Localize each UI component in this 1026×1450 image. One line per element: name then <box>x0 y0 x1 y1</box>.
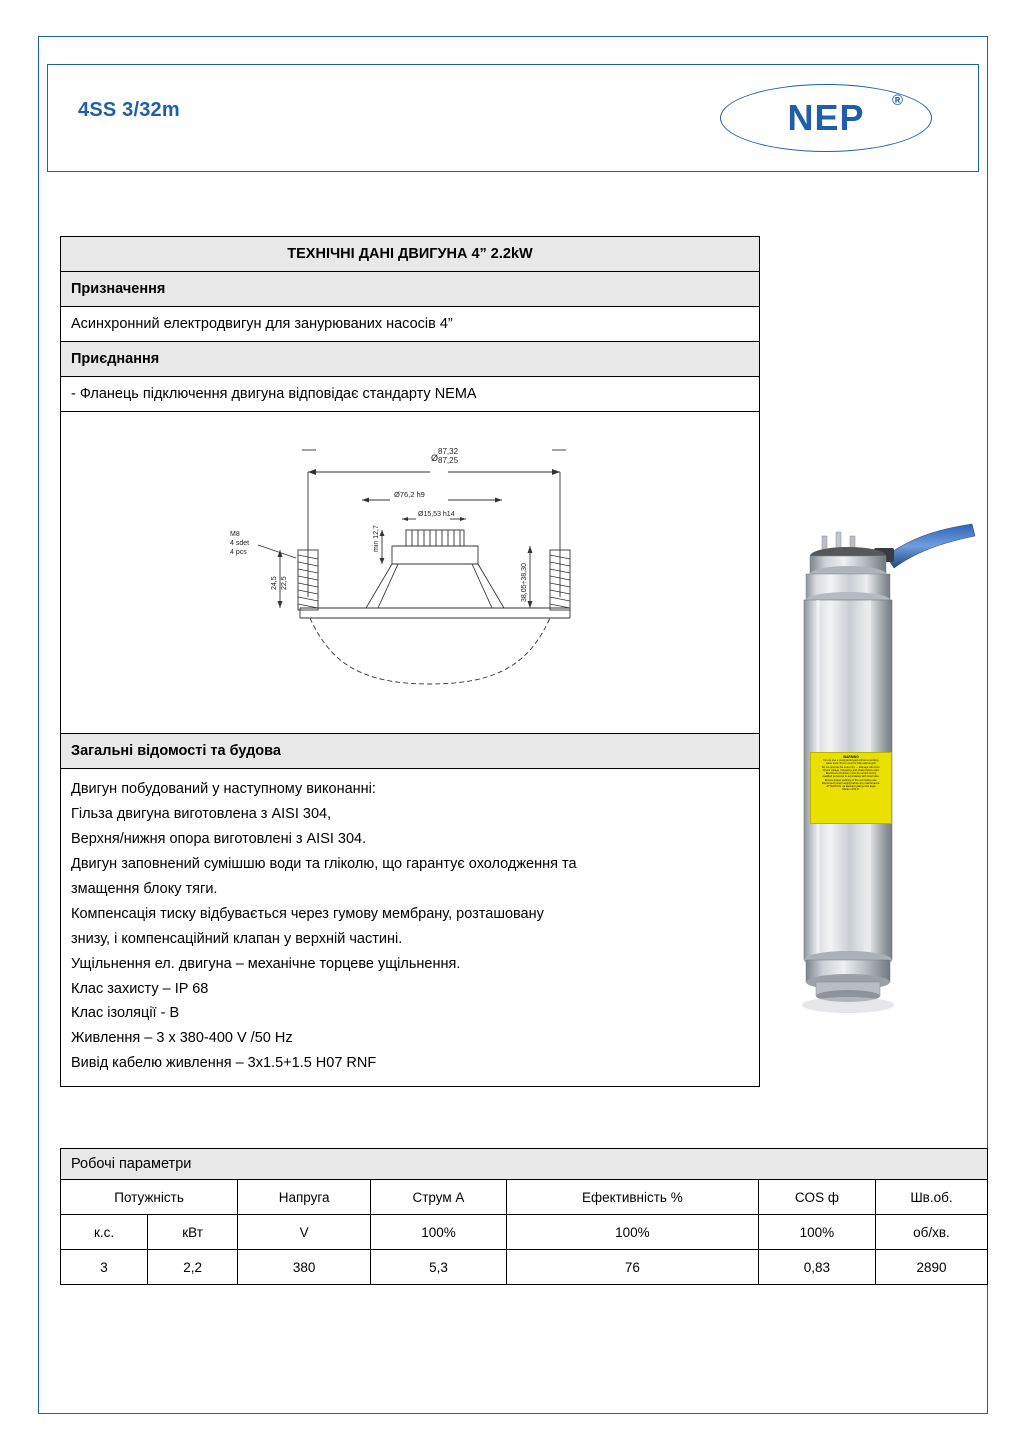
section-general-heading: Загальні відомості та будова <box>61 734 759 769</box>
shadow <box>802 997 894 1013</box>
spec-table-title: ТЕХНІЧНІ ДАНІ ДВИГУНА 4” 2.2kW <box>61 237 759 272</box>
warning-line: Ensure proper earthing of the unit before use. <box>824 778 878 782</box>
general-line: змащення блоку тяги. <box>71 880 218 897</box>
note-thread: M8 <box>230 531 240 538</box>
warning-line: Electrical connection must be carried out by <box>825 772 877 776</box>
unit-current-pct: 100% <box>371 1215 507 1250</box>
warning-title: WARNING <box>843 755 859 759</box>
general-line: Вивід кабелю живлення – 3х1.5+1.5 H07 RNF <box>71 1055 377 1072</box>
unit-efficiency-pct: 100% <box>506 1215 758 1250</box>
diameter-symbol-icon: Ø <box>431 453 439 463</box>
dim-diameter-top-2: 87,25 <box>438 456 459 465</box>
warning-line: water level. Pump must be fully submerged. <box>825 762 877 766</box>
dim-right-range: 38,05÷38,30 <box>521 563 528 602</box>
general-line: Компенсація тиску відбувається через гумову мембрану, розташовану <box>71 905 544 922</box>
col-header-cos-phi: COS ф <box>758 1180 875 1215</box>
value-hp: 3 <box>61 1250 148 1285</box>
warning-label <box>810 752 892 824</box>
value-efficiency: 76 <box>506 1250 758 1285</box>
table-row <box>61 1250 987 1285</box>
operating-parameters-table <box>60 1148 988 1285</box>
col-header-efficiency: Ефективність % <box>506 1180 758 1215</box>
drawing-svg <box>130 412 690 730</box>
general-line: Живлення – 3 х 380-400 V /50 Hz <box>71 1030 293 1047</box>
parameters-title: Робочі параметри <box>61 1149 987 1180</box>
logo-text: NEP <box>787 97 865 138</box>
section-purpose-heading: Призначення <box>61 272 759 307</box>
general-line: Клас ізоляції - B <box>71 1005 180 1022</box>
dim-left-2: 22,5 <box>281 576 288 590</box>
col-header-voltage: Напруга <box>238 1180 371 1215</box>
warning-line: Check voltage, frequency and phase before start. <box>822 768 880 772</box>
power-cable <box>886 524 975 568</box>
note-pcs: 4 pcs <box>230 549 247 556</box>
brand-logo <box>710 74 960 162</box>
dim-diameter-mid: Ø76,2 h9 <box>394 490 425 499</box>
flange-technical-drawing <box>61 412 759 734</box>
value-rpm: 2890 <box>875 1250 987 1285</box>
dim-left-1: 24,5 <box>271 576 278 590</box>
unit-hp: к.с. <box>61 1215 148 1250</box>
unit-rpm: об/хв. <box>875 1215 987 1250</box>
warning-line: Made in P.R.C. <box>842 788 860 792</box>
warning-line: ATTENTION: не вмикати двигун без води <box>826 785 876 789</box>
unit-cos-pct: 100% <box>758 1215 875 1250</box>
warning-line: Do not use a pump prolonged without a working <box>823 759 879 763</box>
registered-trademark-icon: ® <box>892 92 904 109</box>
general-line: Гільза двигуна виготовлена з AISI 304, <box>71 805 332 822</box>
motor-specification-table <box>60 236 760 1087</box>
general-line: Двигун заповнений сумішшю води та гліколю, що гарантує охолодження та <box>71 855 577 872</box>
section-connection-text: - Фланець підключення двигуна відповідає стандарту NEMA <box>61 377 759 412</box>
page-title: 4SS 3/32m <box>78 99 180 121</box>
general-line: Верхня/нижня опора виготовлені з AISI 304. <box>71 830 367 847</box>
general-line: Клас захисту – IP 68 <box>71 980 209 997</box>
value-volt: 380 <box>238 1250 371 1285</box>
table-row <box>61 1180 987 1215</box>
col-header-speed: Шв.об. <box>875 1180 987 1215</box>
dim-min-height: min 12,7 <box>373 525 380 552</box>
warning-line: Do not operate the motor dry — damage will occur. <box>821 765 881 769</box>
value-kw: 2,2 <box>148 1250 238 1285</box>
table-row <box>61 1215 987 1250</box>
parameters-grid <box>61 1180 987 1284</box>
pump-product-photo <box>782 500 978 1060</box>
unit-volt: V <box>238 1215 371 1250</box>
section-connection-heading: Приєднання <box>61 342 759 377</box>
warning-line: Disconnect power supply before any maintenance. <box>821 781 881 785</box>
col-header-power: Потужність <box>61 1180 238 1215</box>
section-general-body <box>61 769 759 1086</box>
general-line: Двигун побудований у наступному виконанні: <box>71 781 376 797</box>
dim-diameter-top-1: 87,32 <box>438 447 459 456</box>
document-header <box>47 64 979 172</box>
general-line: знизу, і компенсаційний клапан у верхній частині. <box>71 930 403 947</box>
general-line: Ущільнення ел. двигуна – механічне торцеве ущільнення. <box>71 955 461 972</box>
section-purpose-text: Асинхронний електродвигун для занурюваних насосів 4” <box>61 307 759 342</box>
value-current: 5,3 <box>371 1250 507 1285</box>
warning-line: qualified personnel in accordance with local rules. <box>822 775 880 779</box>
col-header-current: Струм А <box>371 1180 507 1215</box>
note-set: 4 sdet <box>230 540 250 547</box>
dim-diameter-shaft: Ø15,53 h14 <box>418 511 455 518</box>
value-cos-phi: 0,83 <box>758 1250 875 1285</box>
unit-kw: кВт <box>148 1215 238 1250</box>
